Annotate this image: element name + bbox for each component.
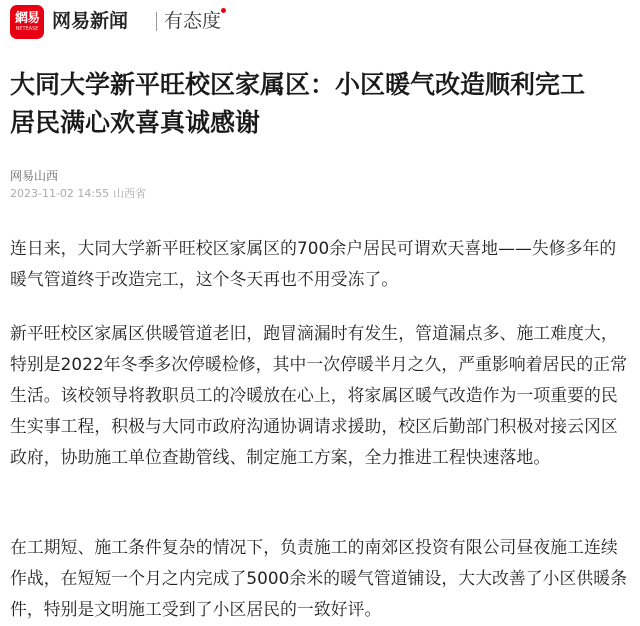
article-source[interactable]: 网易山西	[10, 169, 59, 183]
registered-dot-icon	[221, 8, 226, 13]
logo-text: 網易	[14, 11, 39, 26]
netease-logo[interactable]	[10, 5, 44, 39]
brand-name[interactable]: 网易新闻	[52, 10, 129, 32]
brand-slogan: 有态度	[164, 10, 222, 32]
article-title-line2: 居民满心欢喜真诚感谢	[10, 108, 261, 137]
article-datetime: 2023-11-02 14:55	[10, 187, 110, 200]
article-paragraph: 连日来，大同大学新平旺校区家属区的700余户居民可谓欢天喜地——失修多年的暖气管道终于改造完工，这个冬天再也不用受冻了。	[10, 238, 617, 289]
article-title	[10, 66, 630, 142]
article-location: 山西省	[113, 187, 147, 200]
logo-subtext: NETEASE	[15, 26, 39, 32]
article-title-line1: 大同大学新平旺校区家属区：小区暖气改造顺利完工	[10, 70, 586, 99]
article-meta	[10, 186, 150, 202]
brand-divider	[156, 12, 157, 31]
top-header	[0, 0, 640, 44]
article-paragraph: 在工期短、施工条件复杂的情况下，负责施工的南郊区投资有限公司昼夜施工连续作战，在短短一个月之内完成了5000余米的暖气管道铺设，大大改善了小区供暖条件，特别是文明施工受到了小区居民的一致好评。	[10, 537, 628, 619]
article-paragraph: 新平旺校区家属区供暖管道老旧，跑冒滴漏时有发生，管道漏点多、施工难度大，特别是2022年冬季多次停暖检修，其中一次停暖半月之久，严重影响着居民的正常生活。该校领导将教职员工的冷暖放在心上，将家属区暖气改造作为一项重要的民生实事工程，积极与大同市政府沟通协调请求援助，校区后勤部门积极对接云冈区政府，协助施工单位查勘管线、制定施工方案，全力推进工程快速落地。	[10, 323, 628, 467]
